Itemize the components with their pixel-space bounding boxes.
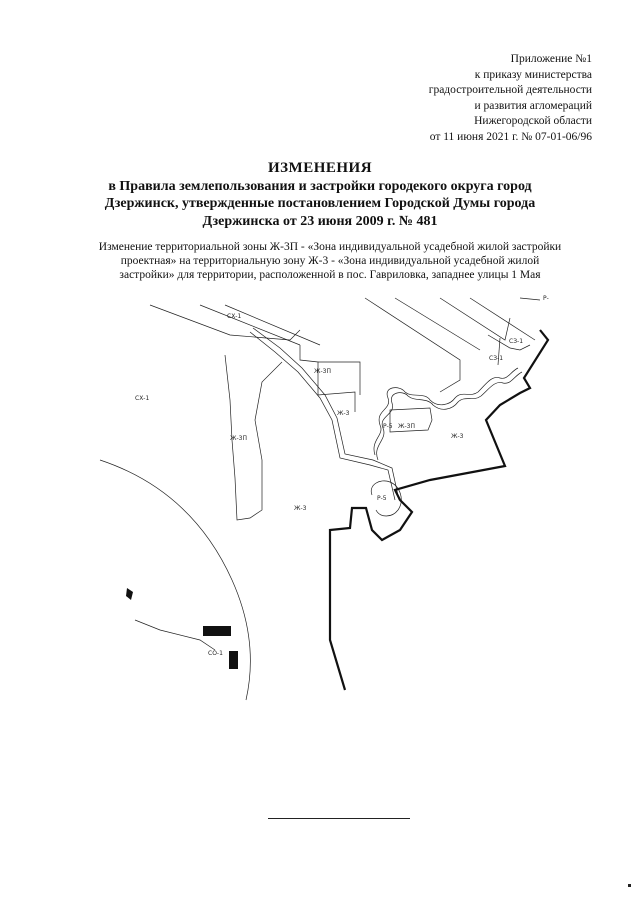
zone-label: Ж-3 <box>294 505 307 512</box>
description-line: Изменение территориальной зоны Ж-3П - «Зона индивидуальной усадебной жилой застройки <box>98 241 562 253</box>
appendix-line: к приказу министерства <box>474 68 592 81</box>
description-line: застройки» для территории, расположенной в пос. Гавриловка, западнее улицы 1 Мая <box>119 269 541 281</box>
zone-label: Ж-3П <box>398 423 415 430</box>
title-line: Дзержинск, утвержденные постановлением Городской Думы города <box>104 196 536 211</box>
appendix-line: от 11 июня 2021 г. № 07-01-06/96 <box>429 130 592 143</box>
zone-label: СЗ-1 <box>509 338 524 345</box>
filled-parcel <box>229 651 238 669</box>
appendix-line: Нижегородской области <box>474 115 592 128</box>
zone-label: Ж-3П <box>314 368 331 375</box>
page-mark <box>628 884 631 887</box>
signature-line <box>268 818 410 819</box>
zone-label: Ж-3П <box>230 435 247 442</box>
appendix-line: градостроительной деятельности <box>428 84 592 97</box>
appendix-line: Приложение №1 <box>510 53 592 65</box>
zone-label: Р- <box>543 295 549 302</box>
filled-parcel <box>203 626 231 636</box>
title-main: ИЗМЕНЕНИЯ <box>267 160 373 176</box>
description-line: проектная» на территориальную зону Ж-3 - «Зона индивидуальной усадебной жилой <box>120 255 540 267</box>
title-line: Дзержинска от 23 июня 2009 г. № 481 <box>202 213 438 229</box>
zone-label: СХ-1 <box>135 395 150 402</box>
title-line: в Правила землепользования и застройки городекого округа город <box>108 178 532 194</box>
zone-label: Ж-3 <box>451 433 464 440</box>
zone-label: Р-5 <box>383 423 393 430</box>
zone-label: Р-5 <box>377 495 387 502</box>
boundary-marker <box>126 588 133 600</box>
zone-label: СХ-1 <box>227 313 242 320</box>
zone-label: СО-1 <box>208 650 223 657</box>
appendix-line: и развития агломераций <box>474 99 592 112</box>
zone-label: СЗ-1 <box>489 355 504 362</box>
zone-label: Ж-3 <box>337 410 350 417</box>
